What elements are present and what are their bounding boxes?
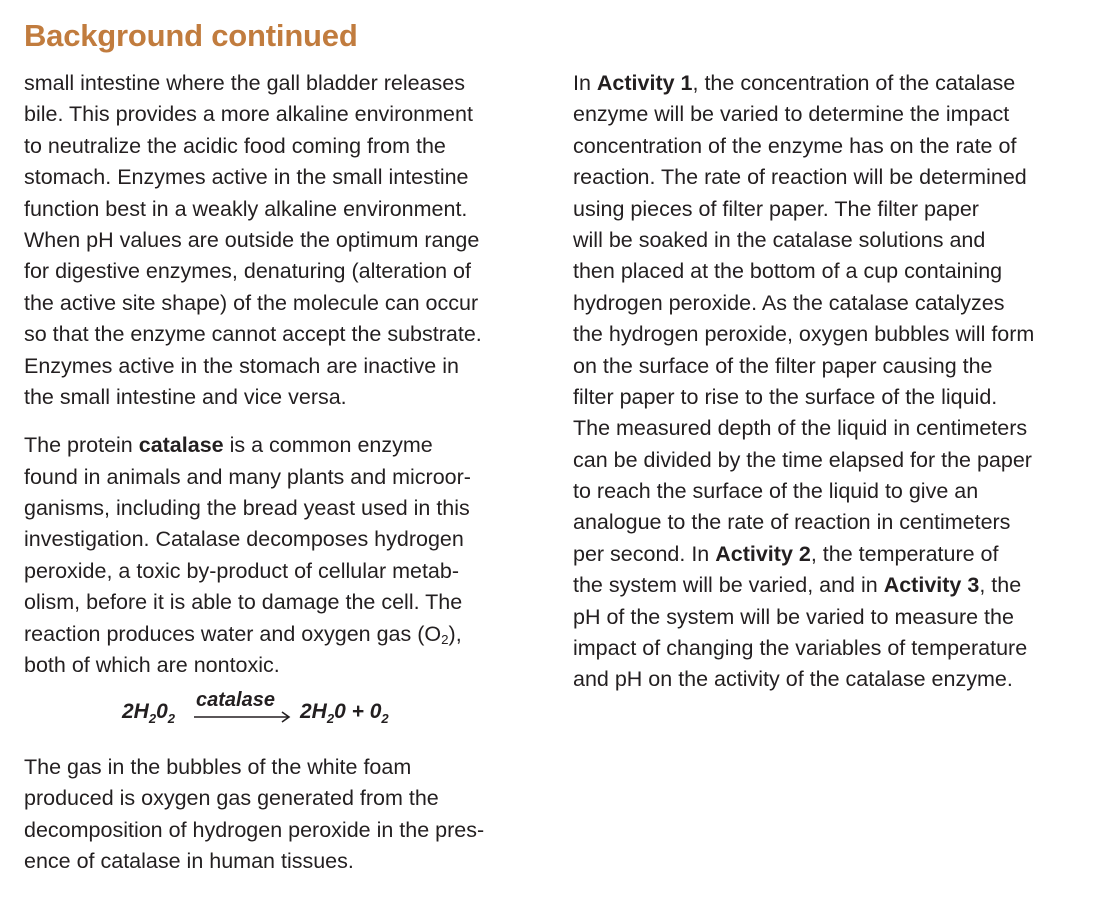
text-line: investigation. Catalase decomposes hydrogen	[24, 527, 464, 552]
text-line: on the surface of the filter paper causing the	[573, 353, 993, 378]
text-line	[573, 68, 1103, 99]
text-line: found in animals and many plants and microor-	[24, 464, 471, 489]
paragraph-oxygen-foam	[24, 752, 484, 878]
text-line: concentration of the enzyme has on the rate of	[573, 133, 1017, 158]
text-line: ence of catalase in human tissues.	[24, 849, 354, 874]
paragraph-gap	[24, 413, 554, 430]
text-line: for digestive enzymes, denaturing (alteration of	[24, 259, 471, 284]
text-line: bile. This provides a more alkaline environment	[24, 102, 473, 127]
text-line: the small intestine and vice versa.	[24, 384, 347, 409]
text-run: The protein	[24, 433, 139, 458]
reaction-arrow	[194, 689, 292, 733]
text-line: impact of changing the variables of temperature	[573, 636, 1028, 661]
text-line: to reach the surface of the liquid to give an	[573, 479, 979, 504]
text-line: reaction. The rate of reaction will be determined	[573, 165, 1027, 190]
text-line: enzyme will be varied to determine the impact	[573, 102, 1010, 127]
text-line: pH of the system will be varied to measure the	[573, 604, 1014, 629]
text-line: stomach. Enzymes active in the small intestine	[24, 165, 469, 190]
text-line: to neutralize the acidic food coming from the	[24, 133, 446, 158]
text-run: reaction produces water and oxygen gas (O	[24, 621, 442, 646]
eq-text: 2H	[122, 700, 149, 723]
text-line: function best in a weakly alkaline environment.	[24, 196, 468, 221]
left-column	[24, 68, 554, 681]
text-run: In	[573, 71, 597, 95]
text-run: , the	[979, 573, 1022, 598]
plus-sign: +	[345, 700, 370, 723]
equation-reactant	[122, 700, 175, 724]
paragraph-catalase	[24, 430, 554, 681]
text-run: per second. In	[573, 541, 716, 566]
paragraph-digestive-ph	[24, 68, 554, 413]
text-line: the active site shape) of the molecule can occur	[24, 290, 479, 315]
text-line: small intestine where the gall bladder releases	[24, 71, 465, 95]
text-line	[24, 430, 554, 461]
text-line	[573, 539, 1103, 570]
text-line: will be soaked in the catalase solutions and	[573, 227, 986, 252]
subscript: 2	[148, 711, 157, 726]
text-line: using pieces of filter paper. The filter paper	[573, 196, 979, 221]
subscript: 2	[441, 631, 449, 647]
text-line: and pH on the activity of the catalase enzyme.	[573, 667, 1013, 692]
text-run: the system will be varied, and in	[573, 573, 884, 598]
right-arrow-icon	[194, 711, 292, 723]
text-line: Enzymes active in the stomach are inactive in	[24, 353, 459, 378]
text-line	[573, 570, 1103, 601]
section-heading: Background continued	[24, 18, 358, 53]
text-line: filter paper to rise to the surface of the liquid.	[573, 384, 998, 409]
subscript: 2	[326, 711, 335, 726]
bold-term-activity-3: Activity 3	[883, 573, 980, 598]
text-line: analogue to the rate of reaction in centimeters	[573, 510, 1011, 535]
eq-text: 0	[156, 700, 168, 723]
text-line: peroxide, a toxic by-product of cellular metab-	[24, 558, 459, 583]
text-run: , the concentration of the catalase	[692, 71, 1016, 95]
text-run: , the temperature of	[810, 541, 999, 566]
text-line: so that the enzyme cannot accept the substrate.	[24, 322, 482, 347]
text-line: The measured depth of the liquid in centimeters	[573, 416, 1028, 441]
text-line: then placed at the bottom of a cup containing	[573, 259, 1003, 284]
text-line: The gas in the bubbles of the white foam	[24, 755, 412, 779]
equation-products	[300, 700, 389, 724]
bold-term-catalase: catalase	[138, 433, 224, 458]
subscript: 2	[167, 711, 176, 726]
eq-text: 2H	[300, 700, 327, 723]
eq-text: 0	[369, 700, 382, 723]
text-line: ganisms, including the bread yeast used in this	[24, 496, 470, 521]
text-line: can be divided by the time elapsed for the paper	[573, 447, 1032, 472]
subscript: 2	[381, 711, 389, 726]
text-line: the hydrogen peroxide, oxygen bubbles will form	[573, 322, 1035, 347]
text-line: both of which are nontoxic.	[24, 653, 280, 678]
text-run: ),	[448, 621, 462, 646]
text-line: decomposition of hydrogen peroxide in the pres-	[24, 817, 485, 842]
eq-text: 0	[334, 700, 346, 723]
text-line	[24, 619, 554, 650]
text-run: is a common enzyme	[223, 433, 433, 458]
bold-term-activity-2: Activity 2	[715, 541, 811, 566]
text-line: produced is oxygen gas generated from the	[24, 786, 439, 811]
right-column	[573, 68, 1103, 696]
paragraph-activities	[573, 68, 1103, 696]
text-line: hydrogen peroxide. As the catalase catalyzes	[573, 290, 1005, 315]
bold-term-activity-1: Activity 1	[596, 71, 693, 95]
catalyst-label: catalase	[196, 689, 275, 711]
text-line: When pH values are outside the optimum range	[24, 227, 480, 252]
text-line: olism, before it is able to damage the cell. The	[24, 590, 463, 615]
